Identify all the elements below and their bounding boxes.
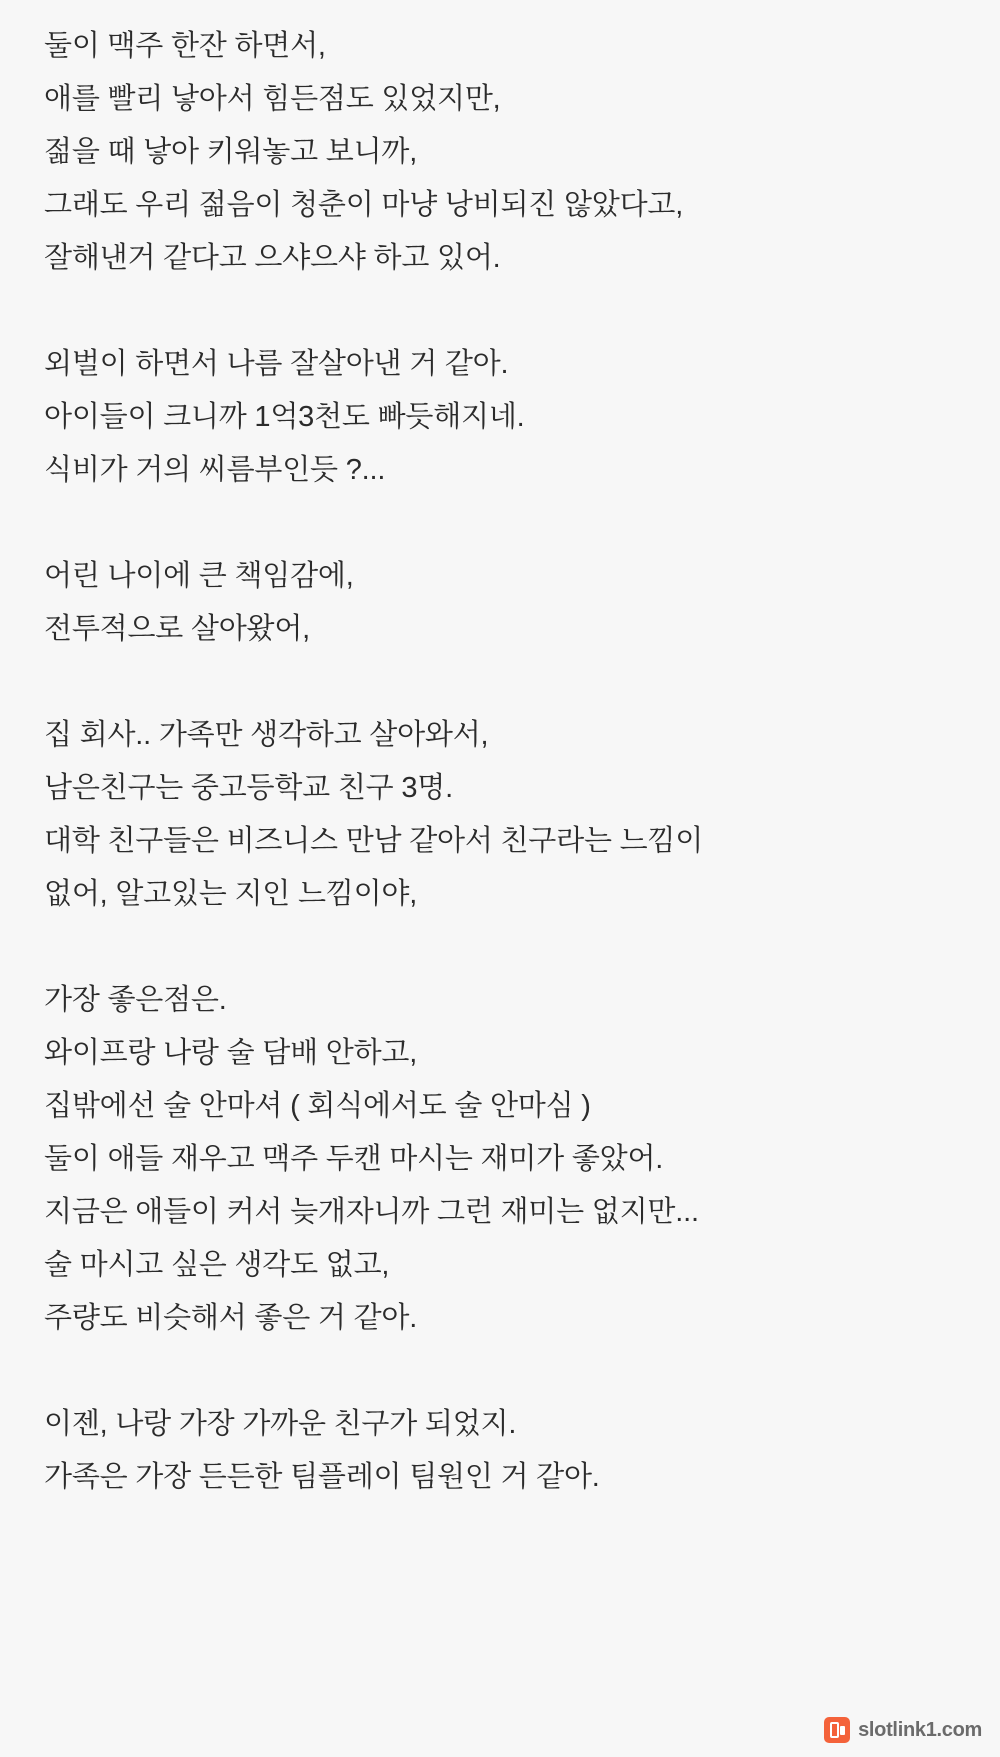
link-badge-icon [824, 1717, 850, 1743]
text-line: 집 회사.. 가족만 생각하고 살아와서, [44, 719, 489, 751]
paragraph [44, 974, 956, 1345]
text-line: 주량도 비슷해서 좋은 거 같아. [44, 1302, 418, 1334]
text-line: 남은친구는 중고등학교 친구 3명. [44, 772, 453, 804]
paragraph-spacer [44, 497, 956, 550]
text-line: 집밖에선 술 안마셔 ( 회식에서도 술 안마심 ) [44, 1090, 591, 1122]
text-line: 대학 친구들은 비즈니스 만남 같아서 친구라는 느낌이 [44, 825, 704, 857]
paragraph-spacer [44, 656, 956, 709]
text-line: 와이프랑 나랑 술 담배 안하고, [44, 1037, 418, 1069]
text-line: 술 마시고 싶은 생각도 없고, [44, 1249, 390, 1281]
paragraph [44, 1398, 956, 1504]
document-body [44, 20, 956, 1504]
text-line: 그래도 우리 젊음이 청춘이 마냥 낭비되진 않았다고, [44, 189, 684, 221]
paragraph-spacer [44, 1345, 956, 1398]
text-line: 가장 좋은점은. [44, 984, 227, 1016]
text-line: 외벌이 하면서 나름 잘살아낸 거 같아. [44, 348, 509, 380]
paragraph [44, 550, 956, 656]
paragraph-spacer [44, 285, 956, 338]
text-line: 식비가 거의 씨름부인듯 ?... [44, 454, 386, 486]
watermark-label: slotlink1.com [858, 1718, 982, 1741]
text-line: 가족은 가장 든든한 팀플레이 팀원인 거 같아. [44, 1461, 600, 1493]
paragraph [44, 338, 956, 497]
text-line: 없어, 알고있는 지인 느낌이야, [44, 878, 418, 910]
paragraph [44, 20, 956, 285]
paragraph [44, 709, 956, 921]
text-line: 둘이 애들 재우고 맥주 두캔 마시는 재미가 좋았어. [44, 1143, 664, 1175]
text-line: 젊을 때 낳아 키워놓고 보니까, [44, 136, 418, 168]
paragraph-spacer [44, 921, 956, 974]
text-line: 이젠, 나랑 가장 가까운 친구가 되었지. [44, 1408, 517, 1440]
text-line: 지금은 애들이 커서 늦개자니까 그런 재미는 없지만... [44, 1196, 699, 1228]
text-line: 잘해낸거 같다고 으샤으샤 하고 있어. [44, 242, 501, 274]
text-line: 전투적으로 살아왔어, [44, 613, 311, 645]
text-line: 애를 빨리 낳아서 힘든점도 있었지만, [44, 83, 501, 115]
text-line: 둘이 맥주 한잔 하면서, [44, 30, 326, 62]
watermark [824, 1717, 982, 1743]
text-line: 아이들이 크니까 1억3천도 빠듯해지네. [44, 401, 525, 433]
text-line: 어린 나이에 큰 책임감에, [44, 560, 354, 592]
